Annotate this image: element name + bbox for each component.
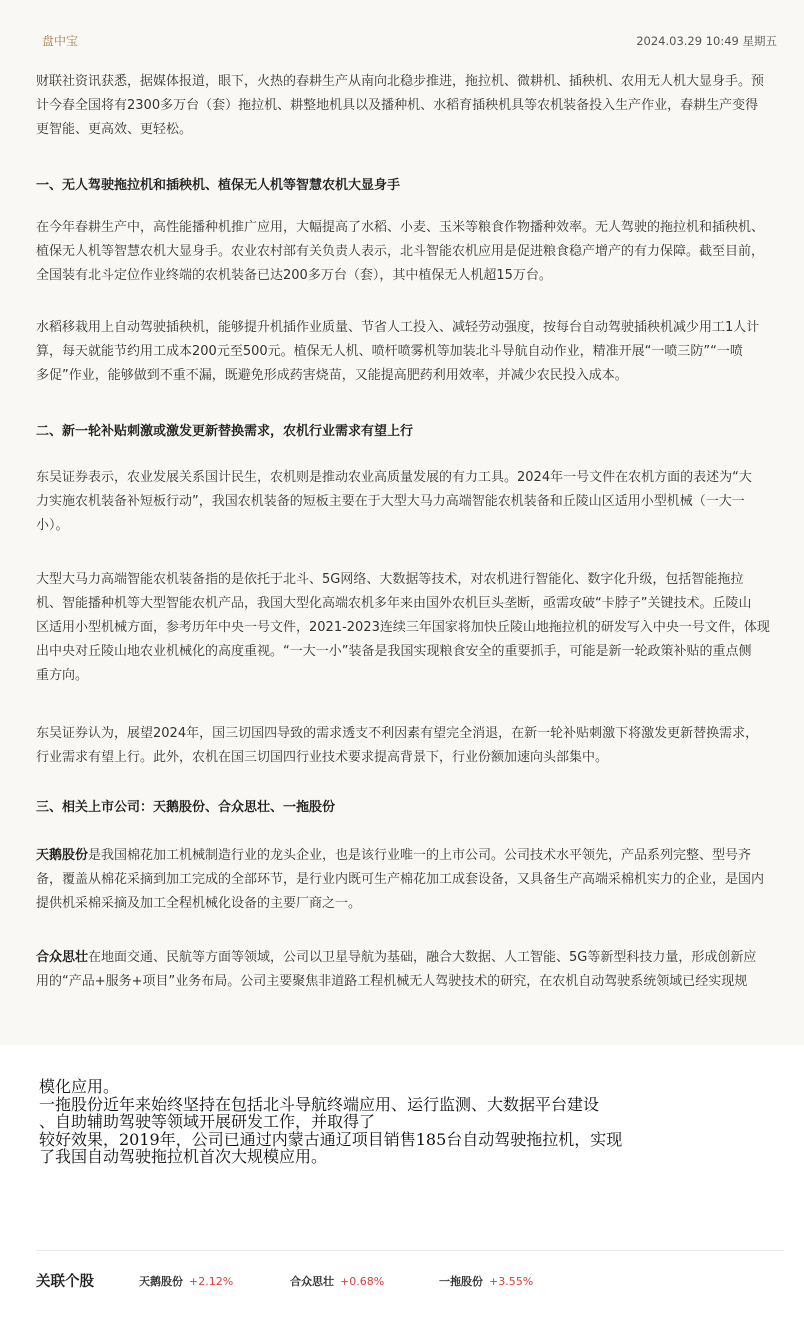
stock-change: +0.68% — [340, 1275, 385, 1288]
related-stock-hezhongsizhuang[interactable] — [290, 1273, 384, 1289]
related-stock-yituo[interactable] — [439, 1273, 533, 1289]
tail-line: 了我国自动驾驶拖拉机首次大规模应用。 — [39, 1147, 328, 1166]
paragraph-2: 水稻移栽用上自动驾驶插秧机，能够提升机插作业质量、节省人工投入、减轻劳动强度，按每台自动驾驶插秧机减少用工1人计 算，每天就能节约用工成本200元至500元。植保无人机、喷杆喷雾机等加装北斗导航自动作业，精准开展“一喷三防”“一喷 多促”作业，能够做到不重不漏，既避免形成药害烧苗，又能提高肥药利用效率，并减少农民投入成本。 — [36, 320, 760, 383]
paragraph-1: 在今年春耕生产中，高性能播种机推广应用，大幅提高了水稻、小麦、玉米等粮食作物播种效率。无人驾驶的拖拉机和插秧机、 植保无人机等智慧农机大显身手。农业农村部有关负责人表示，北斗智能农机应用是促进粮食稳产增产的有力保障。截至目前， 全国装有北斗定位作业终端的农机装备已达200多万台（套），其中植保无人机超15万台。 — [36, 220, 765, 283]
section-heading-3: 三、相关上市公司：天鹅股份、合众思壮、一拖股份 — [36, 800, 336, 815]
paragraph-5: 东吴证券认为，展望2024年，国三切国四导致的需求透支不利因素有望完全消退，在新一轮补贴刺激下将激发更新替换需求， 行业需求有望上行。此外，农机在国三切国四行业技术要求提高背景下，行业份额加速向头部集中。 — [36, 726, 759, 765]
appended-text — [39, 1078, 779, 1166]
intro-paragraph: 财联社资讯获悉，据媒体报道，眼下，火热的春耕生产从南向北稳步推进，拖拉机、微耕机、插秧机、农用无人机大显身手。预 计今春全国将有2300多万台（套）拖拉机、耕整地机具以及播种机、水稻育插秧机具等农机装备投入生产作业，春耕生产变得 更智能、更高效、更轻松。 — [36, 74, 765, 137]
stock-name-bold: 天鹅股份 — [36, 848, 89, 863]
section-heading-2: 二、新一轮补贴刺激或激发更新替换需求，农机行业需求有望上行 — [36, 424, 414, 439]
stock-name: 一拖股份 — [439, 1275, 483, 1288]
tail-line: 、自助辅助驾驶等领域开展研发工作，并取得了 — [39, 1112, 376, 1131]
article-header — [0, 0, 804, 70]
tail-line: 一拖股份近年来始终坚持在包括北斗导航终端应用、运行监测、大数据平台建设 — [39, 1094, 600, 1114]
paragraph-7: 合众思壮在地面交通、民航等方面等领域，公司以卫星导航为基础，融合大数据、人工智能、5G等新型科技力量，形成创新应 用的“产品+服务+项目”业务布局。公司主要聚焦非道路工程机械无人驾驶技术的研究，在农机自动驾驶系统领域已经实现规 — [36, 950, 757, 989]
related-stocks-title: 关联个股 — [36, 1274, 94, 1290]
stock-change: +2.12% — [189, 1275, 234, 1288]
paragraph-6: 天鹅股份是我国棉花加工机械制造行业的龙头企业，也是该行业唯一的上市公司。公司技术水平领先，产品系列完整、型号齐 备，覆盖从棉花采摘到加工完成的全部环节，是行业内既可生产棉花加工成套设备，又具备生产高端采棉机实力的企业，是国内 提供机采棉采摘及加工全程机械化设备的主要厂商之一。 — [36, 848, 765, 911]
stock-name-bold: 合众思壮 — [36, 950, 89, 965]
source-label[interactable]: 盘中宝 — [42, 34, 79, 48]
stock-name: 天鹅股份 — [139, 1275, 183, 1288]
stock-name: 合众思壮 — [290, 1275, 334, 1288]
publish-datetime: 2024.03.29 10:49 星期五 — [636, 34, 777, 48]
tail-line: 较好效果，2019年，公司已通过内蒙古通辽项目销售185台自动驾驶拖拉机，实现 — [39, 1129, 623, 1149]
paragraph-4: 大型大马力高端智能农机装备指的是依托于北斗、5G网络、大数据等技术，对农机进行智能化、数字化升级，包括智能拖拉 机、智能播种机等大型智能农机产品，我国大型化高端农机多年来由国外农机巨头垄断，亟需攻破“卡脖子”关键技术。丘陵山 区适用小型机械方面，参考历年中央一号文件，2021-2023连续三年国家将加快丘陵山地拖拉机的研发写入中央一号文件，体现 出中央对丘陵山地农业机械化的高度重视。“一大一小”装备是我国实现粮食安全的重要抓手，可能是新一轮政策补贴的重点侧 重方向。 — [36, 572, 770, 683]
stock-change: +3.55% — [489, 1275, 534, 1288]
paragraph-3: 东吴证券表示，农业发展关系国计民生，农机则是推动农业高质量发展的有力工具。2024年一号文件在农机方面的表述为“大 力实施农机装备补短板行动”，我国农机装备的短板主要在于大型大马力高端智能农机装备和丘陵山区适用小型机械（一大一 小）。 — [36, 470, 752, 533]
section-heading-1: 一、无人驾驶拖拉机和插秧机、植保无人机等智慧农机大显身手 — [36, 178, 401, 193]
divider — [36, 1250, 784, 1251]
tail-line: 模化应用。 — [39, 1077, 120, 1096]
article-body — [0, 70, 804, 1045]
related-stock-tianechain[interactable] — [139, 1273, 233, 1289]
